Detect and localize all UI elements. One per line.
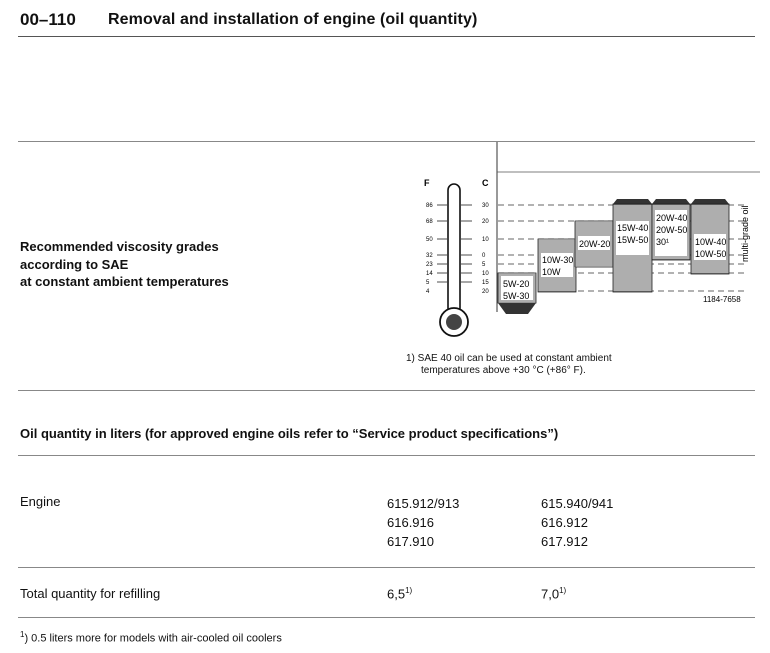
total-value: 6,5 — [387, 586, 406, 602]
chart-note — [406, 353, 612, 377]
thermometer-mercury — [446, 314, 462, 330]
grade-label: 20W-20 — [579, 239, 611, 249]
f-tick: 14 — [426, 271, 433, 277]
total-row-divider — [18, 617, 755, 618]
total-quantity-col1 — [387, 586, 412, 601]
viscosity-label-line: Recommended viscosity grades — [20, 239, 219, 254]
chart-note-line: 1) SAE 40 oil can be used at constant ambient — [406, 353, 612, 364]
viscosity-bottom-divider — [18, 390, 755, 391]
grade-label: 5W-20 — [503, 279, 530, 289]
footnote-text: ) 0.5 liters more for models with air-cooled oil coolers — [24, 632, 282, 645]
f-tick: 23 — [426, 262, 433, 268]
viscosity-chart — [400, 142, 760, 352]
multigrade-label: multi-grade oil — [740, 205, 750, 262]
oil-heading-divider — [18, 455, 755, 456]
engine-row-divider — [18, 567, 755, 568]
footnote-ref: 1) — [405, 586, 413, 595]
grade-label: 10W-30 — [542, 255, 574, 265]
engine-model: 615.940/941 — [541, 496, 614, 511]
grade-label: 10W — [542, 267, 561, 277]
section-code: 00–110 — [20, 10, 76, 29]
grade-bar-2 — [538, 239, 576, 292]
grade-footnote: 30¹ — [656, 237, 670, 247]
total-value: 7,0 — [541, 586, 560, 602]
grade-bar-1 — [498, 273, 536, 314]
c-tick: 10 — [482, 237, 489, 243]
grade-label: 5W-30 — [503, 291, 530, 301]
page-footnote — [20, 630, 282, 645]
unit-f: F — [424, 178, 430, 188]
grade-label: 10W-40 — [695, 237, 727, 247]
grade-label: 20W-50 — [656, 225, 688, 235]
f-tick: 5 — [426, 280, 430, 286]
thermometer-tube — [448, 184, 460, 314]
c-tick: 15 — [482, 280, 489, 286]
page-title: Removal and installation of engine (oil quantity) — [108, 11, 478, 28]
engine-column-1 — [387, 494, 459, 551]
engine-model: 617.912 — [541, 534, 588, 549]
c-tick: 10 — [482, 271, 489, 277]
f-tick-labels — [426, 203, 433, 295]
footnote-mark: 1 — [20, 630, 25, 639]
grade-bar-5 — [652, 199, 690, 260]
c-tick: 30 — [482, 203, 489, 209]
engine-column-2 — [541, 494, 613, 551]
c-tick: 5 — [482, 262, 486, 268]
viscosity-label-line: according to SAE — [20, 256, 129, 272]
c-tick: 20 — [482, 289, 489, 295]
f-tick: 4 — [426, 289, 430, 295]
grade-bar-6 — [691, 199, 729, 274]
c-tick-labels — [482, 203, 489, 295]
engine-model: 615.912/913 — [387, 496, 460, 511]
chart-note-line: temperatures above +30 °C (+86° F). — [421, 365, 586, 376]
viscosity-label — [20, 238, 229, 291]
grade-label: 15W-40 — [617, 223, 649, 233]
engine-model: 616.916 — [387, 515, 434, 530]
total-quantity-col2 — [541, 586, 566, 601]
engine-model: 617.910 — [387, 534, 434, 549]
oil-quantity-heading: Oil quantity in liters (for approved engine oils refer to “Service product specifications”) — [20, 426, 559, 441]
header-divider — [18, 36, 755, 37]
f-tick: 32 — [426, 253, 433, 259]
unit-c: C — [482, 178, 489, 188]
f-tick: 50 — [426, 237, 433, 243]
f-tick: 68 — [426, 219, 433, 225]
figure-id: 1184-7658 — [703, 295, 741, 304]
grade-bar-3 — [575, 221, 613, 267]
engine-label: Engine — [20, 494, 61, 509]
total-quantity-label: Total quantity for refilling — [20, 586, 161, 601]
grade-label: 20W-40 — [656, 213, 688, 223]
c-tick: 20 — [482, 219, 489, 225]
grade-bar-4 — [613, 199, 652, 292]
footnote-ref: 1) — [559, 586, 567, 595]
engine-model: 616.912 — [541, 515, 588, 530]
viscosity-label-line: at constant ambient temperatures — [20, 274, 229, 289]
f-tick: 86 — [426, 203, 433, 209]
grade-label: 15W-50 — [617, 235, 649, 245]
grade-label: 10W-50 — [695, 249, 727, 259]
c-tick: 0 — [482, 253, 486, 259]
